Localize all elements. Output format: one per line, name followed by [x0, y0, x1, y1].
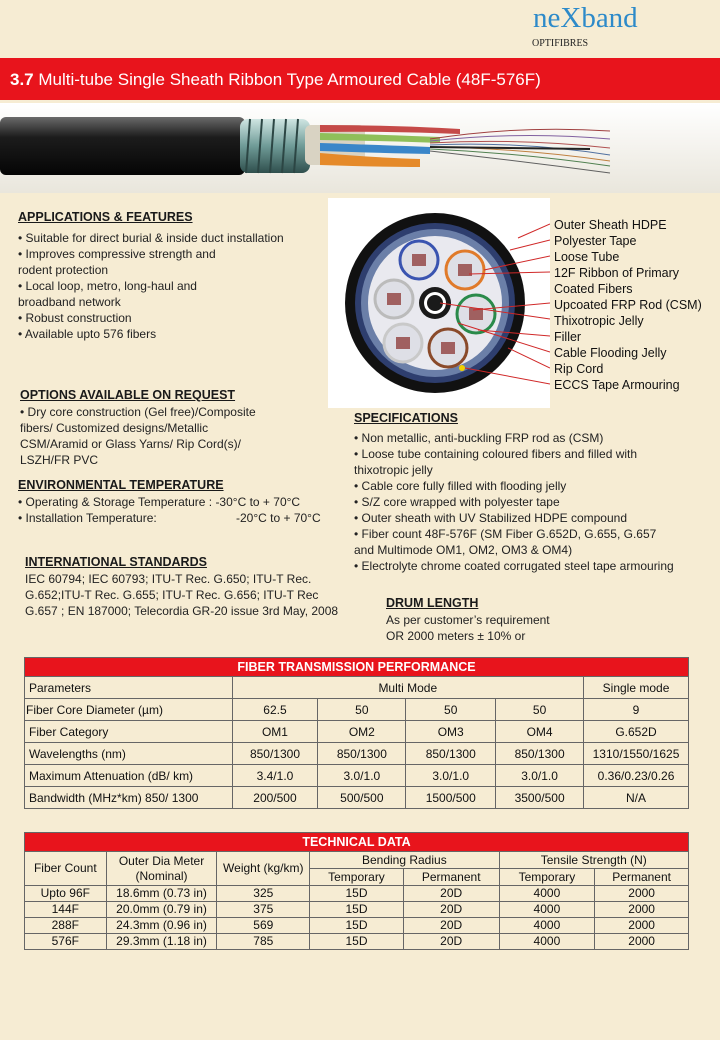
table-cell: 144F	[25, 902, 107, 918]
table-cell: 325	[217, 886, 310, 902]
table-title-row	[25, 833, 689, 852]
list-item: CSM/Aramid or Glass Yarns/ Rip Cord(s)/	[20, 437, 241, 451]
table-cell: 850/1300	[406, 743, 496, 765]
table-cell: 20D	[403, 902, 499, 918]
table-cell: 4000	[499, 934, 595, 950]
list-item: • Available upto 576 fibers	[18, 327, 157, 341]
fiber-performance-table	[24, 657, 689, 809]
environment-list	[18, 494, 321, 526]
table-cell: 288F	[25, 918, 107, 934]
column-header: Single mode	[584, 677, 689, 699]
text-line: G.652;ITU-T Rec. G.655; ITU-T Rec. G.656; ITU-T Rec	[25, 588, 319, 602]
callout-label: Polyester Tape	[554, 234, 637, 248]
callout-label: Rip Cord	[554, 362, 604, 376]
text-line: OR 2000 meters ± 10% or	[386, 629, 526, 643]
callout-label: 12F Ribbon of Primary	[554, 266, 680, 280]
list-item: broadband network	[18, 295, 121, 309]
table-cell: OM1	[232, 721, 318, 743]
table-cell: OM4	[496, 721, 584, 743]
table-cell: 2000	[595, 902, 689, 918]
table-row	[25, 918, 689, 934]
list-item: • Local loop, metro, long-haul and	[18, 279, 197, 293]
page-title	[10, 70, 541, 90]
list-item: • Electrolyte chrome coated corrugated steel tape armouring	[354, 559, 674, 573]
list-item: fibers/ Customized designs/Metallic	[20, 421, 209, 435]
callout-label: ECCS Tape Armouring	[554, 378, 680, 392]
table-cell: 24.3mm (0.96 in)	[106, 918, 217, 934]
column-header: Temporary	[499, 869, 595, 886]
table-header-row	[25, 677, 689, 699]
list-item	[18, 494, 321, 510]
table-cell: 9	[584, 699, 689, 721]
table-cell: 15D	[310, 902, 404, 918]
table-cell: 20D	[403, 886, 499, 902]
cable-photo	[0, 103, 720, 193]
table-cell: 3500/500	[496, 787, 584, 809]
column-header: Outer Dia Meter (Nominal)	[106, 852, 217, 886]
table-row	[25, 765, 689, 787]
list-item: • Robust construction	[18, 311, 132, 325]
table-cell: 50	[406, 699, 496, 721]
list-item: • Non metallic, anti-buckling FRP rod as (CSM)	[354, 431, 604, 445]
list-item: and Multimode OM1, OM2, OM3 & OM4)	[354, 543, 573, 557]
table-cell: 569	[217, 918, 310, 934]
brand-logo: neXband	[533, 2, 638, 34]
options-list	[20, 404, 256, 468]
environment-heading: ENVIRONMENTAL TEMPERATURE	[18, 478, 224, 492]
table-cell: 4000	[499, 902, 595, 918]
table-cell: OM2	[318, 721, 406, 743]
table-cell: 3.4/1.0	[232, 765, 318, 787]
table-row	[25, 787, 689, 809]
table-row	[25, 886, 689, 902]
table-cell: 576F	[25, 934, 107, 950]
table-row	[25, 721, 689, 743]
callout-label: Cable Flooding Jelly	[554, 346, 667, 360]
table-cell: 850/1300	[318, 743, 406, 765]
callout-label: Outer Sheath HDPE	[554, 218, 667, 232]
table-row	[25, 743, 689, 765]
applications-heading: APPLICATIONS & FEATURES	[18, 210, 193, 224]
table-header-row	[25, 852, 689, 869]
table-cell: Upto 96F	[25, 886, 107, 902]
table-title: FIBER TRANSMISSION PERFORMANCE	[25, 658, 689, 677]
table-cell: 18.6mm (0.73 in)	[106, 886, 217, 902]
column-header: Tensile Strength (N)	[499, 852, 688, 869]
list-item: • Fiber count 48F-576F (SM Fiber G.652D, G.655, G.657	[354, 527, 657, 541]
table-cell: 4000	[499, 918, 595, 934]
list-item: • Improves compressive strength and	[18, 247, 216, 261]
table-cell: Wavelengths (nm)	[25, 743, 233, 765]
table-cell: 50	[318, 699, 406, 721]
text-line: As per customer’s requirement	[386, 613, 550, 627]
list-item: • Loose tube containing coloured fibers and filled with	[354, 447, 638, 461]
table-cell: 15D	[310, 886, 404, 902]
table-cell: 4000	[499, 886, 595, 902]
title-number: 3.7	[10, 70, 34, 89]
table-row	[25, 902, 689, 918]
table-cell: Fiber Category	[25, 721, 233, 743]
list-item: • Cable core fully filled with flooding jelly	[354, 479, 567, 493]
cross-section-photo	[328, 198, 550, 408]
table-cell: Fiber Core Diameter (µm)	[25, 699, 233, 721]
table-cell: 785	[217, 934, 310, 950]
table-cell: Maximum Attenuation (dB/ km)	[25, 765, 233, 787]
table-row	[25, 934, 689, 950]
table-cell: 850/1300	[496, 743, 584, 765]
table-cell: 2000	[595, 918, 689, 934]
table-cell: Bandwidth (MHz*km) 850/ 1300	[25, 787, 233, 809]
column-header: Permanent	[595, 869, 689, 886]
table-cell: 15D	[310, 918, 404, 934]
table-cell: G.652D	[584, 721, 689, 743]
table-cell: 20D	[403, 934, 499, 950]
column-header: Fiber Count	[25, 852, 107, 886]
column-header: Temporary	[310, 869, 404, 886]
standards-text	[25, 571, 338, 619]
table-cell: 20.0mm (0.79 in)	[106, 902, 217, 918]
list-item: thixotropic jelly	[354, 463, 433, 477]
table-cell: 200/500	[232, 787, 318, 809]
list-item: • S/Z core wrapped with polyester tape	[354, 495, 560, 509]
table-cell: 375	[217, 902, 310, 918]
table-row	[25, 699, 689, 721]
technical-data-table	[24, 832, 689, 950]
list-item: • Outer sheath with UV Stabilized HDPE compound	[354, 511, 627, 525]
table-cell: 1310/1550/1625	[584, 743, 689, 765]
cross-section-callouts	[554, 217, 702, 393]
column-header: Multi Mode	[232, 677, 583, 699]
title-text: Multi-tube Single Sheath Ribbon Type Armoured Cable (48F-576F)	[33, 70, 541, 89]
column-header: Permanent	[403, 869, 499, 886]
options-heading: OPTIONS AVAILABLE ON REQUEST	[20, 388, 236, 402]
callout-label: Thixotropic Jelly	[554, 314, 644, 328]
table-cell: 29.3mm (1.18 in)	[106, 934, 217, 950]
column-header: Bending Radius	[310, 852, 499, 869]
column-header: Parameters	[25, 677, 233, 699]
specifications-heading: SPECIFICATIONS	[354, 411, 458, 425]
brand-subtitle: OPTIFIBRES	[532, 38, 589, 49]
specifications-list	[354, 430, 674, 574]
table-cell: 850/1300	[232, 743, 318, 765]
table-cell: OM3	[406, 721, 496, 743]
table-cell: N/A	[584, 787, 689, 809]
table-cell: 62.5	[232, 699, 318, 721]
table-cell: 20D	[403, 918, 499, 934]
table-title-row	[25, 658, 689, 677]
callout-label: Coated Fibers	[554, 282, 633, 296]
env-label: • Installation Temperature:	[18, 511, 157, 525]
callout-label: Filler	[554, 330, 582, 344]
table-cell: 3.0/1.0	[318, 765, 406, 787]
table-cell: 1500/500	[406, 787, 496, 809]
table-cell: 50	[496, 699, 584, 721]
env-value: -20°C to + 70°C	[236, 511, 321, 525]
drum-heading: DRUM LENGTH	[386, 596, 479, 610]
callout-label: Loose Tube	[554, 250, 620, 264]
table-cell: 0.36/0.23/0.26	[584, 765, 689, 787]
list-item	[18, 510, 321, 526]
table-title: TECHNICAL DATA	[25, 833, 689, 852]
text-line: IEC 60794; IEC 60793; ITU-T Rec. G.650; ITU-T Rec.	[25, 572, 312, 586]
drum-text	[386, 612, 550, 644]
table-cell: 3.0/1.0	[496, 765, 584, 787]
table-cell: 15D	[310, 934, 404, 950]
table-cell: 3.0/1.0	[406, 765, 496, 787]
list-item: • Suitable for direct burial & inside duct installation	[18, 231, 284, 245]
applications-list	[18, 230, 284, 342]
env-label: • Operating & Storage Temperature :	[18, 495, 213, 509]
column-header: Weight (kg/km)	[217, 852, 310, 886]
env-value: -30°C to + 70°C	[215, 495, 301, 509]
text-line: G.657 ; EN 187000; Telecordia GR-20 issue 3rd May, 2008	[25, 604, 339, 618]
table-cell: 500/500	[318, 787, 406, 809]
callout-label: Upcoated FRP Rod (CSM)	[554, 298, 702, 312]
list-item: rodent protection	[18, 263, 109, 277]
table-cell: 2000	[595, 934, 689, 950]
list-item: LSZH/FR PVC	[20, 453, 99, 467]
list-item: • Dry core construction (Gel free)/Composite	[20, 405, 256, 419]
standards-heading: INTERNATIONAL STANDARDS	[25, 555, 207, 569]
table-cell: 2000	[595, 886, 689, 902]
